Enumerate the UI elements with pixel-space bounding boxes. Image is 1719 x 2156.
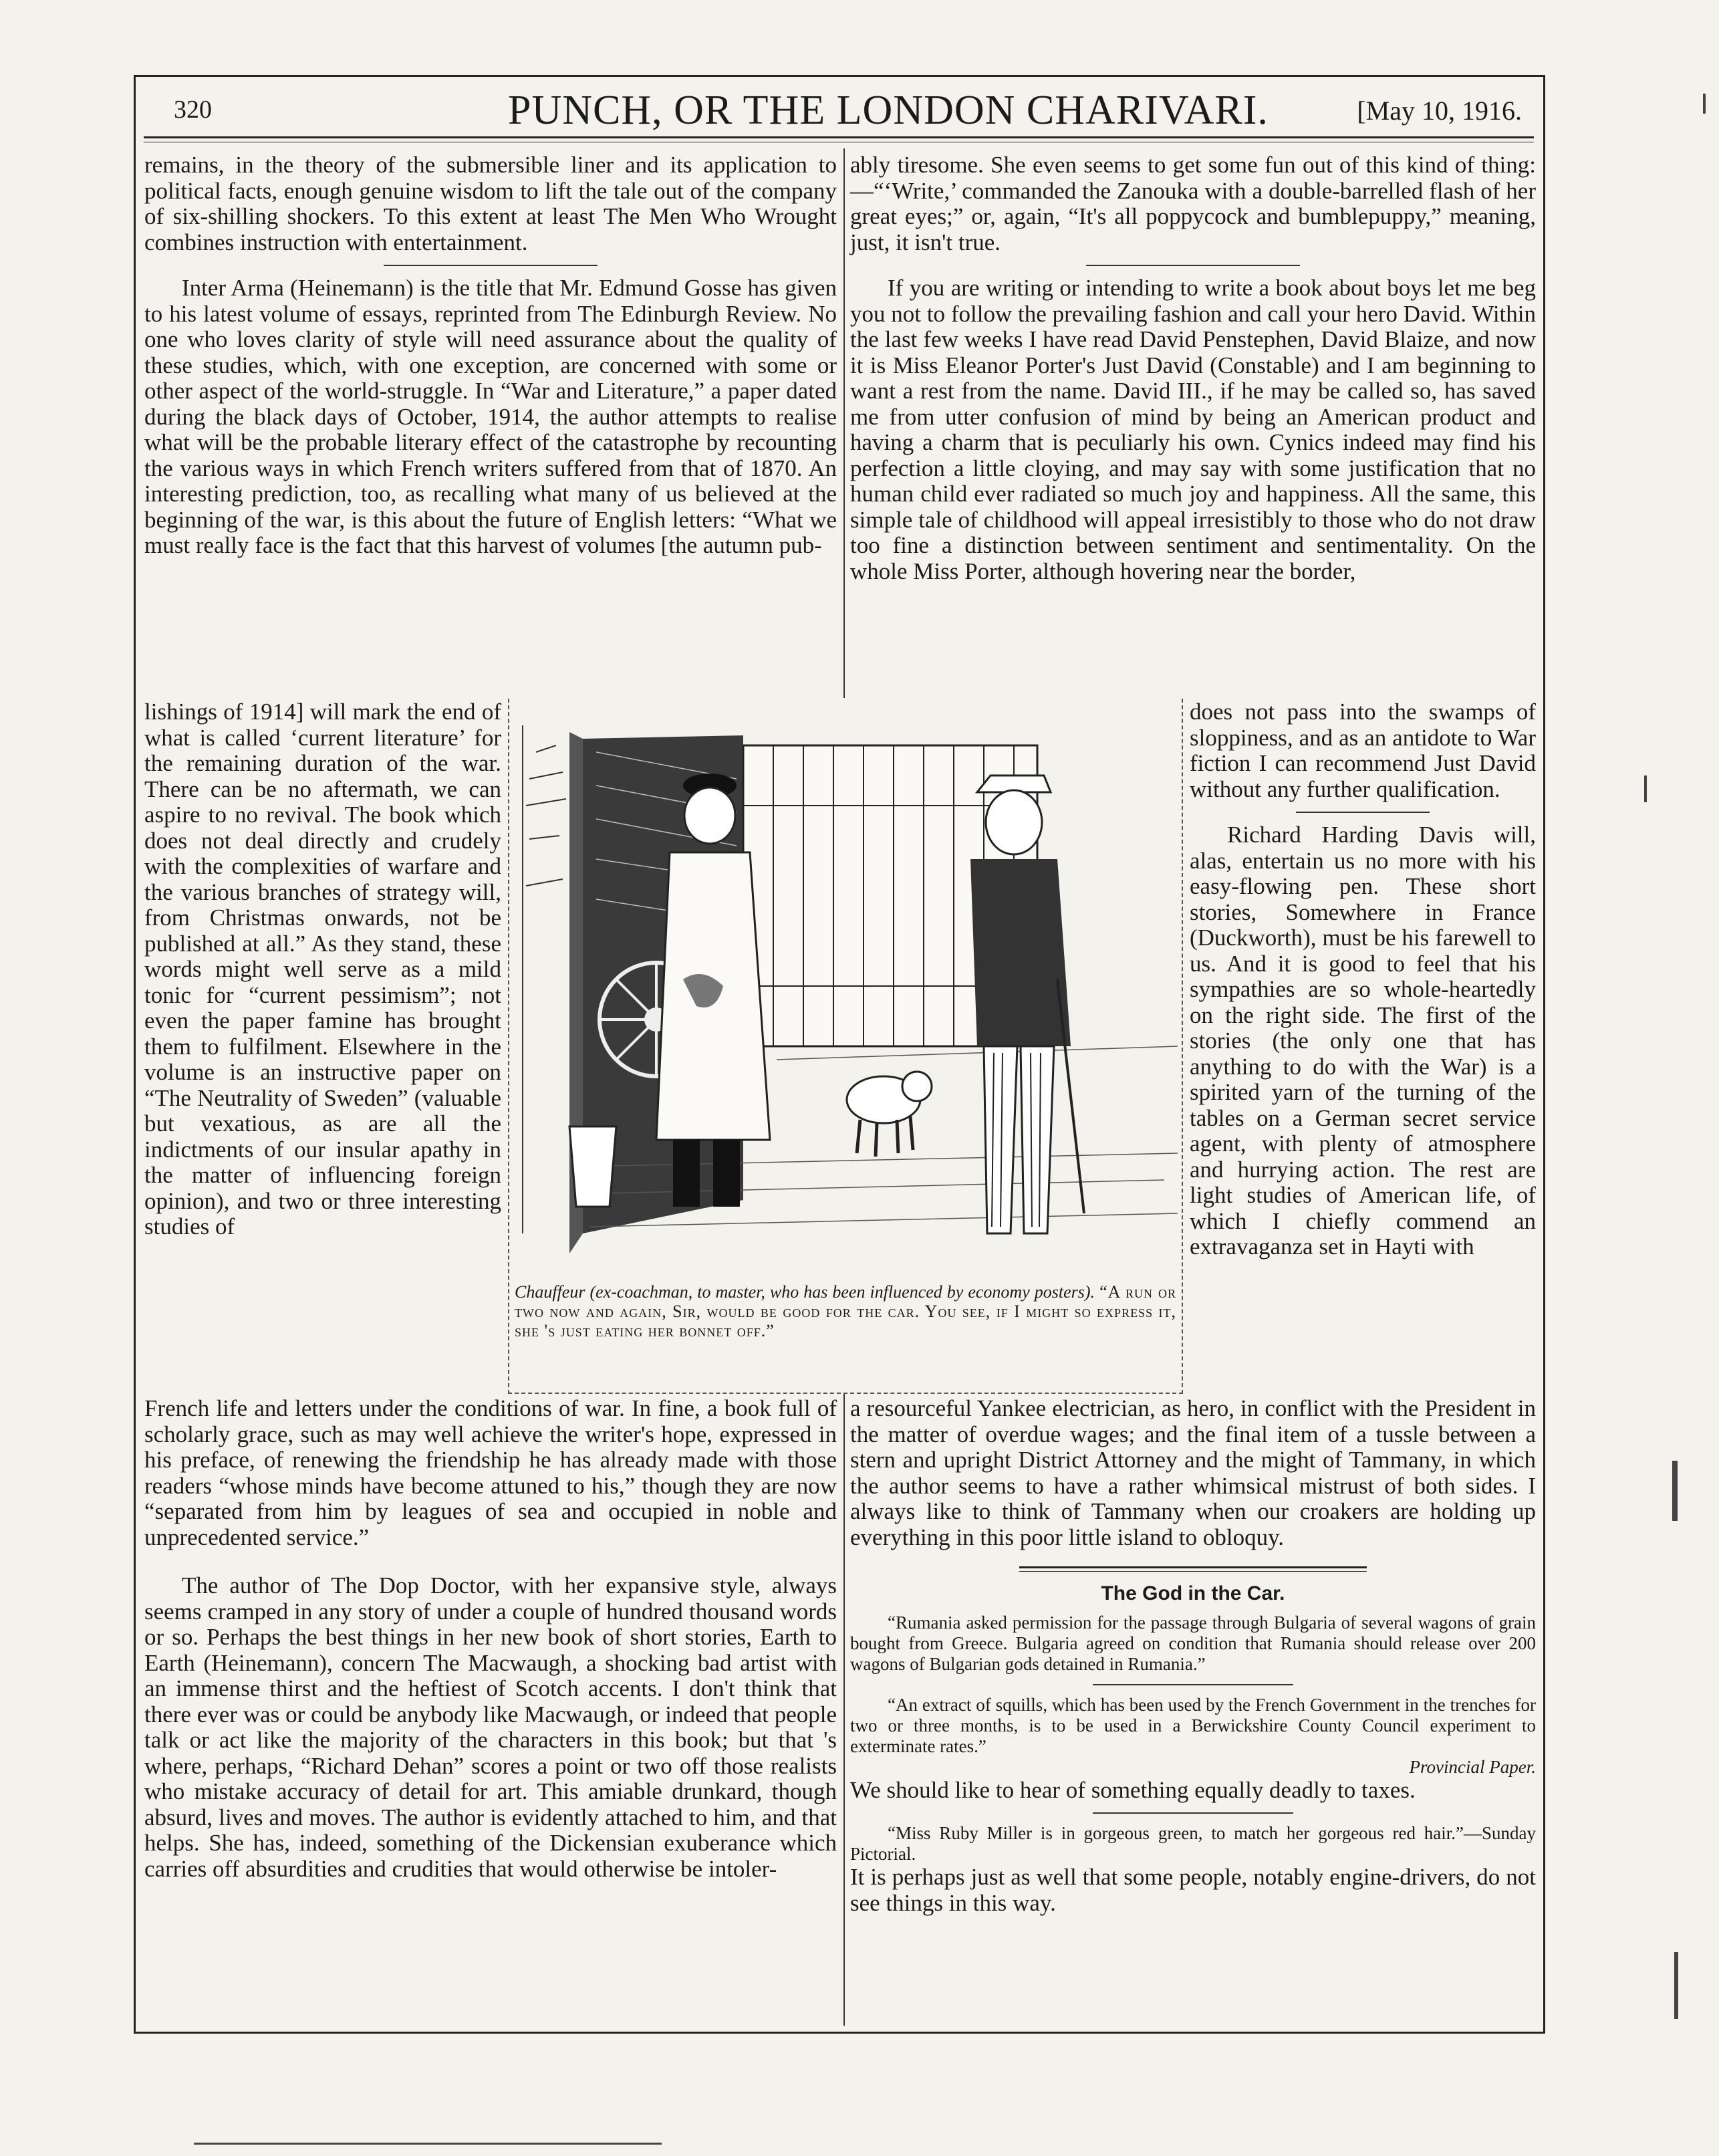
- section-divider: [384, 265, 598, 266]
- review-earth-to-earth: The author of The Dop Doctor, with her expansive style, always seems cramped in any story of under a couple of hundred thousand words or so. Perhaps the best things in her new book of short stories, Earth to Earth (Heinemann), concern The Macwaugh, a shocking bad artist with an immense thirst and the heftiest of Scotch accents. I don't think that there ever was or could be anybody like Macwaugh, or indeed that people talk or act like the majority of the characters in this book; but that 's where, perhaps, “Richard Dehan” scores a point or two off those realists who mistake accuracy of detail for art. This amiable drunkard, though absurd, lives and moves. The author is evidently attached to him, and that helps. She has, indeed, something of the Dickensian exuberance which carries off absurdities and crudities that would otherwise be intoler-: [144, 1572, 837, 1882]
- quote-ruby-miller: “Miss Ruby Miller is in gorgeous green, to match her gorgeous red hair.”—Sunday Pictorial.: [850, 1823, 1536, 1864]
- review-just-david: If you are writing or intending to write a book about boys let me beg you not to follow the prevailing fashion and call your hero David. Within the last few weeks I have read David Penstephen, David Blaize, and now it is Miss Eleanor Porter's Just David (Constable) and I am beginning to want a rest from the name. David III., if he may be called so, has saved me from utter confusion of mind by being an American product and having a charm that is peculiarly his own. Cynics indeed may find his perfection a little cloying, and may say with some justification that no human child ever radiated so much joy and happiness. All the same, this simple tale of childhood will appeal irresistibly to those who do not draw too fine a distinction between sentiment and sentimentality. On the whole Miss Porter, although hovering near the border,: [850, 275, 1536, 584]
- review-somewhere-in-france: Richard Harding Davis will, alas, entertain us no more with his easy-flowing pen. These short stories, Somewhere in France (Duckworth), must be his farewell to us. And it is good to feel that his sympathies are so whole-heartedly on the right side. The first of the stories (the only one that has anything to do with the War) is a spirited yarn of the turning of the tables on a German secret service agent, with plenty of atmosphere and hurrying action. The rest are light studies of American life, of which I chiefly commend an extravaganza set in Hayti with: [1190, 822, 1536, 1260]
- quote-source: Provincial Paper.: [1409, 1756, 1536, 1777]
- masthead: [134, 87, 1545, 140]
- review-just-david-end: does not pass into the swamps of sloppiness, and as an antidote to War fiction I can recommend Just David without any further qualification.: [1190, 699, 1536, 802]
- right-column-narrow: [1190, 699, 1536, 1260]
- section-divider: [1296, 812, 1430, 813]
- scan-mark: [1644, 775, 1647, 802]
- cartoon-caption: [515, 1282, 1176, 1340]
- left-column-bottom: [144, 1396, 837, 1882]
- page-number: 320: [174, 96, 212, 124]
- scan-mark: [194, 2143, 662, 2145]
- section-divider: [1093, 1684, 1293, 1685]
- left-column-top: [144, 152, 837, 559]
- issue-date: [May 10, 1916.: [1357, 96, 1522, 126]
- header-rule: [144, 136, 1534, 138]
- right-column-bottom: [850, 1396, 1536, 1916]
- quote-rumania: “Rumania asked permission for the passage through Bulgaria of several wagons of grain bought from Greece. Bulgaria agreed on condition that Rumania should release over 200 wagons of Bulgarian gods detained in Rumania.”: [850, 1612, 1536, 1674]
- review-inter-arma: Inter Arma (Heinemann) is the title that Mr. Edmund Gosse has given to his latest volume of essays, reprinted from The Edinburgh Review. No one who loves clarity of style will need assurance about the quality of these studies, which, with one exception, are concerned with some or other aspect of the world-struggle. In “War and Literature,” a paper dated during the black days of October, 1914, the author attempts to realise what will be the probable literary effect of the catastrophe by recounting the various ways in which French writers suffered from that of 1870. An interesting prediction, too, as recalling what many of us believed at the beginning of the war, is this about the future of English letters: “What we must really face is the fact that this harvest of volumes [the autumn pub-: [144, 275, 837, 558]
- left-column-narrow: [144, 699, 501, 1240]
- scan-mark: [1703, 94, 1706, 114]
- review-men-who-wrought-end: remains, in the theory of the submersible liner and its application to political facts, enough genuine wisdom to lift the tale out of the company of six-shilling shockers. To this extent at least The Men Who Wrought combines instruction with entertainment.: [144, 152, 837, 255]
- publication-title: PUNCH, OR THE LONDON CHARIVARI.: [508, 88, 1269, 133]
- column-divider-top: [843, 148, 845, 698]
- caption-speaker: Chauffeur (ex-coachman, to master, who has been influenced by economy posters).: [515, 1282, 1095, 1302]
- section-divider: [1093, 1812, 1293, 1814]
- column-divider-bottom: [843, 1394, 845, 2026]
- comment-taxes: We should like to hear of something equally deadly to taxes.: [850, 1776, 1416, 1803]
- quote-squills: “An extract of squills, which has been used by the French Government in the trenches for two or three months, is to be used in a Berwickshire County Council experiment to exterminate rates.”: [850, 1694, 1536, 1756]
- scan-mark: [1674, 1952, 1678, 2019]
- review-inter-arma-end: French life and letters under the conditions of war. In fine, a book full of scholarly grace, such as may well achieve the writer's hope, expressed in his preface, of renewing the friendship he has already made with those readers “whose minds have become attuned to his,” though they are now “separated from him by leagues of sea and occupied in noble and unprecedented service.”: [144, 1395, 837, 1550]
- double-rule: [1019, 1566, 1367, 1568]
- cartoon-illustration: [509, 699, 1182, 1280]
- section-divider: [1086, 265, 1300, 266]
- item-title: The God in the Car.: [1101, 1582, 1285, 1604]
- review-somewhere-in-france-end: a resourceful Yankee electrician, as hero, in conflict with the President in the matter of overdue wages; and the final item of a tussle between a stern and upright District Attorney and the might of Tammany, in which the author seems to have a rather whimsical mistrust of both sides. I always like to think of Tammany when our croakers are holding up everything in this poor little island to obloquy.: [850, 1395, 1536, 1550]
- review-inter-arma-cont: lishings of 1914] will mark the end of what is called ‘current literature’ for the remaining duration of the war. There can be no aftermath, we can aspire to no revival. The book which does not deal directly and crudely with the complexities of warfare and the various branches of strategy will, from Christmas onwards, not be published at all.” As they stand, these words might well serve as a mild tonic for “current pessimism”; not even the paper famine has brought them to fulfilment. Elsewhere in the volume is an instructive paper on “The Neutrality of Sweden” (valuable but vexatious, as are all the indictments of our insular apathy in the matter of influencing foreign opinion), and two or three interesting studies of: [144, 699, 501, 1239]
- review-earth-to-earth-end: ably tiresome. She even seems to get some fun out of this kind of thing:—“‘Write,’ commanded the Zanouka with a double-barrelled flash of her great eyes;” or, again, “It's all poppycock and bumblepuppy,” meaning, just, it isn't true.: [850, 152, 1536, 255]
- comment-engine-drivers: It is perhaps just as well that some people, notably engine-drivers, do not see things in this way.: [850, 1864, 1536, 1916]
- caption-quote: “A run or two now and again, Sir, would be good for the car. You see, if I might so express it, she 's just eating her bonnet off.”: [515, 1282, 1177, 1340]
- scan-mark: [1672, 1461, 1678, 1521]
- right-column-top: [850, 152, 1536, 584]
